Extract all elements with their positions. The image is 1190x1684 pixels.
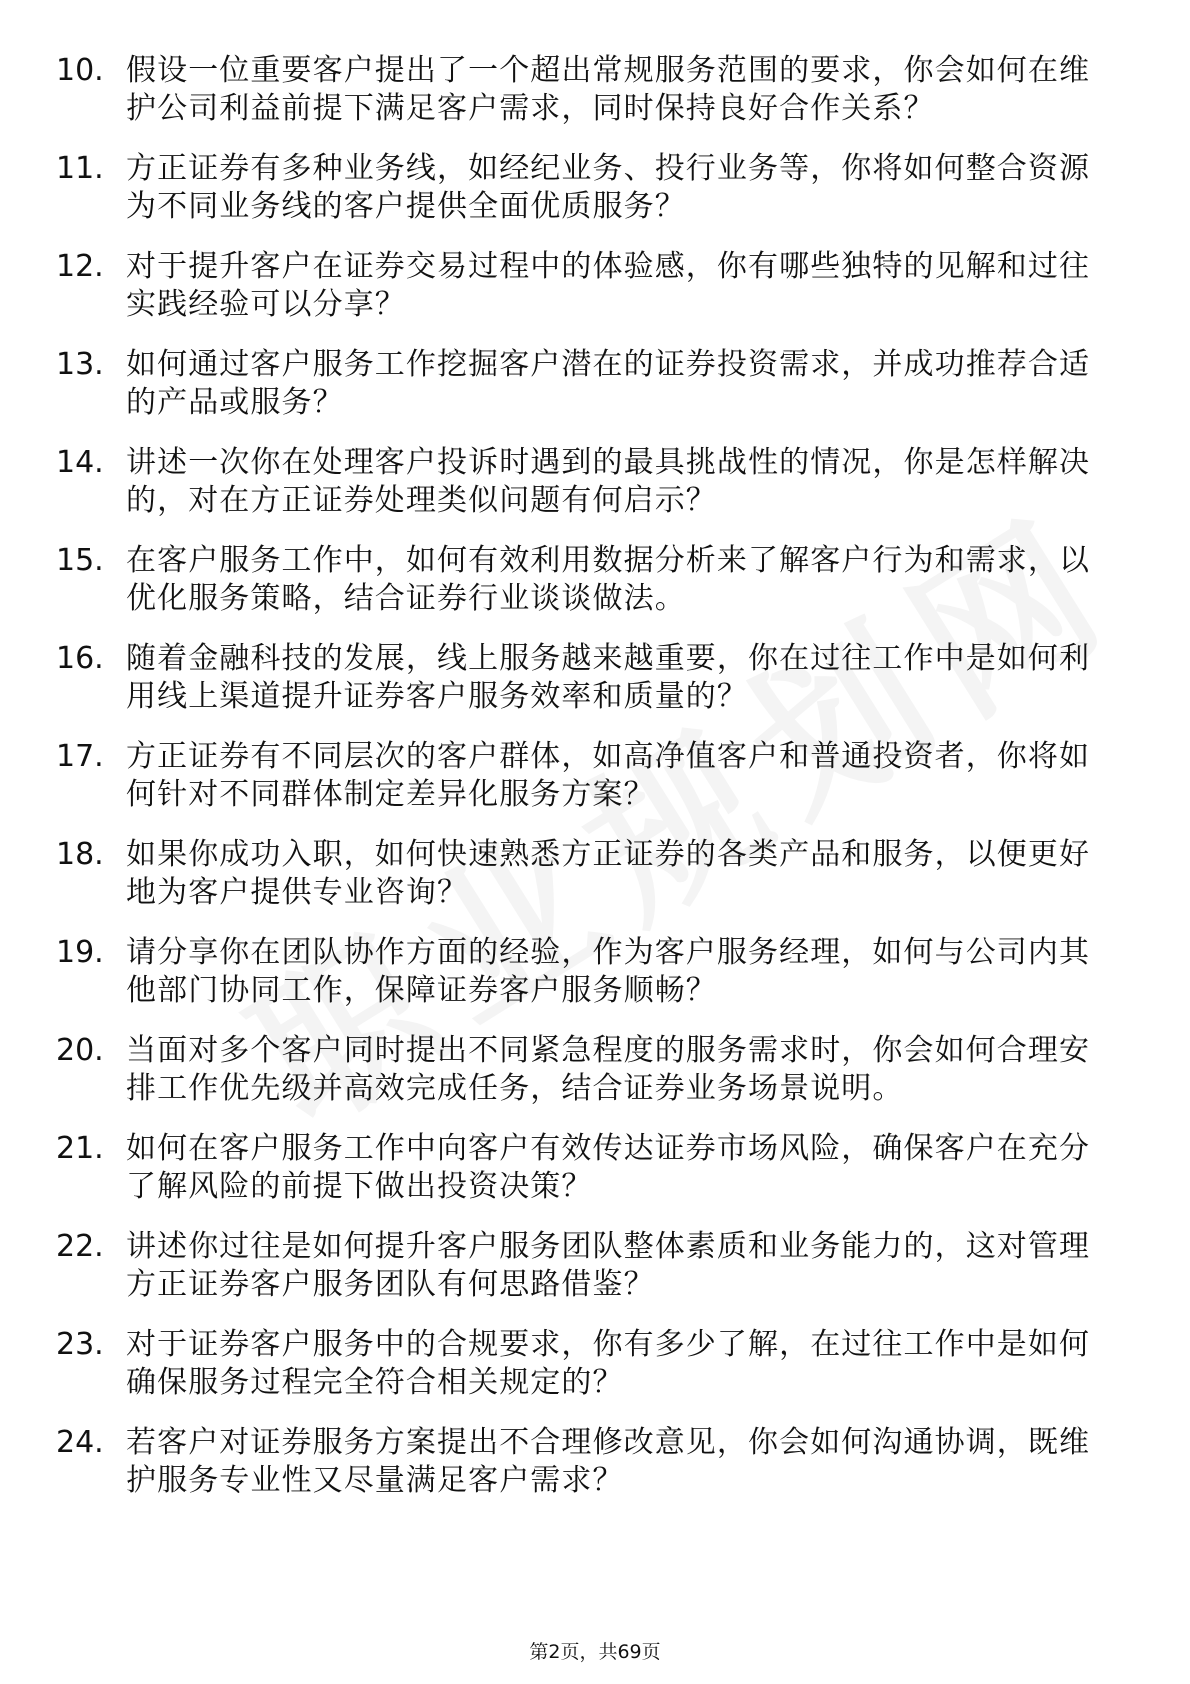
question-item: [56, 836, 1116, 912]
question-text: 当面对多个客户同时提出不同紧急程度的服务需求时，你会如何合理安排工作优先级并高效完成任务，结合证券业务场景说明。: [126, 1033, 1091, 1106]
question-item: [56, 248, 1116, 324]
question-list: [56, 52, 1116, 1522]
question-number: 18.: [56, 837, 104, 872]
question-text: 请分享你在团队协作方面的经验，作为客户服务经理，如何与公司内其他部门协同工作，保障证券客户服务顺畅？: [126, 935, 1091, 1008]
page-number-footer: 第2页，共69页: [529, 1641, 661, 1663]
question-text: 方正证券有不同层次的客户群体，如高净值客户和普通投资者，你将如何针对不同群体制定差异化服务方案？: [126, 739, 1091, 812]
question-number: 12.: [56, 249, 104, 284]
question-text: 如何通过客户服务工作挖掘客户潜在的证券投资需求，并成功推荐合适的产品或服务？: [126, 347, 1091, 420]
question-text: 在客户服务工作中，如何有效利用数据分析来了解客户行为和需求，以优化服务策略，结合证券行业谈谈做法。: [126, 543, 1091, 616]
question-item: [56, 444, 1116, 520]
question-item: [56, 1326, 1116, 1402]
question-text: 对于提升客户在证券交易过程中的体验感，你有哪些独特的见解和过往实践经验可以分享？: [126, 249, 1091, 322]
question-number: 17.: [56, 739, 104, 774]
question-text: 如果你成功入职，如何快速熟悉方正证券的各类产品和服务，以便更好地为客户提供专业咨询？: [126, 837, 1091, 910]
question-item: [56, 346, 1116, 422]
question-number: 13.: [56, 347, 104, 382]
question-text: 如何在客户服务工作中向客户有效传达证券市场风险，确保客户在充分了解风险的前提下做出投资决策？: [126, 1131, 1091, 1204]
question-number: 19.: [56, 935, 104, 970]
question-number: 20.: [56, 1033, 104, 1068]
question-text: 讲述一次你在处理客户投诉时遇到的最具挑战性的情况，你是怎样解决的，对在方正证券处理类似问题有何启示？: [126, 445, 1091, 518]
question-number: 21.: [56, 1131, 104, 1166]
question-number: 11.: [56, 151, 104, 186]
question-number: 16.: [56, 641, 104, 676]
question-text: 假设一位重要客户提出了一个超出常规服务范围的要求，你会如何在维护公司利益前提下满足客户需求，同时保持良好合作关系？: [126, 53, 1091, 126]
question-number: 24.: [56, 1425, 104, 1460]
question-item: [56, 1032, 1116, 1108]
question-text: 方正证券有多种业务线，如经纪业务、投行业务等，你将如何整合资源为不同业务线的客户提供全面优质服务？: [126, 151, 1091, 224]
question-item: [56, 1424, 1116, 1500]
question-item: [56, 934, 1116, 1010]
question-number: 10.: [56, 53, 104, 88]
question-item: [56, 52, 1116, 128]
question-number: 22.: [56, 1229, 104, 1264]
question-item: [56, 1130, 1116, 1206]
question-text: 讲述你过往是如何提升客户服务团队整体素质和业务能力的，这对管理方正证券客户服务团队有何思路借鉴？: [126, 1229, 1091, 1302]
question-item: [56, 542, 1116, 618]
question-text: 若客户对证券服务方案提出不合理修改意见，你会如何沟通协调，既维护服务专业性又尽量满足客户需求？: [126, 1425, 1091, 1498]
question-item: [56, 1228, 1116, 1304]
question-item: [56, 738, 1116, 814]
question-text: 对于证券客户服务中的合规要求，你有多少了解，在过往工作中是如何确保服务过程完全符合相关规定的？: [126, 1327, 1091, 1400]
question-number: 23.: [56, 1327, 104, 1362]
question-item: [56, 150, 1116, 226]
question-number: 14.: [56, 445, 104, 480]
question-item: [56, 640, 1116, 716]
question-number: 15.: [56, 543, 104, 578]
question-text: 随着金融科技的发展，线上服务越来越重要，你在过往工作中是如何利用线上渠道提升证券客户服务效率和质量的？: [126, 641, 1091, 714]
